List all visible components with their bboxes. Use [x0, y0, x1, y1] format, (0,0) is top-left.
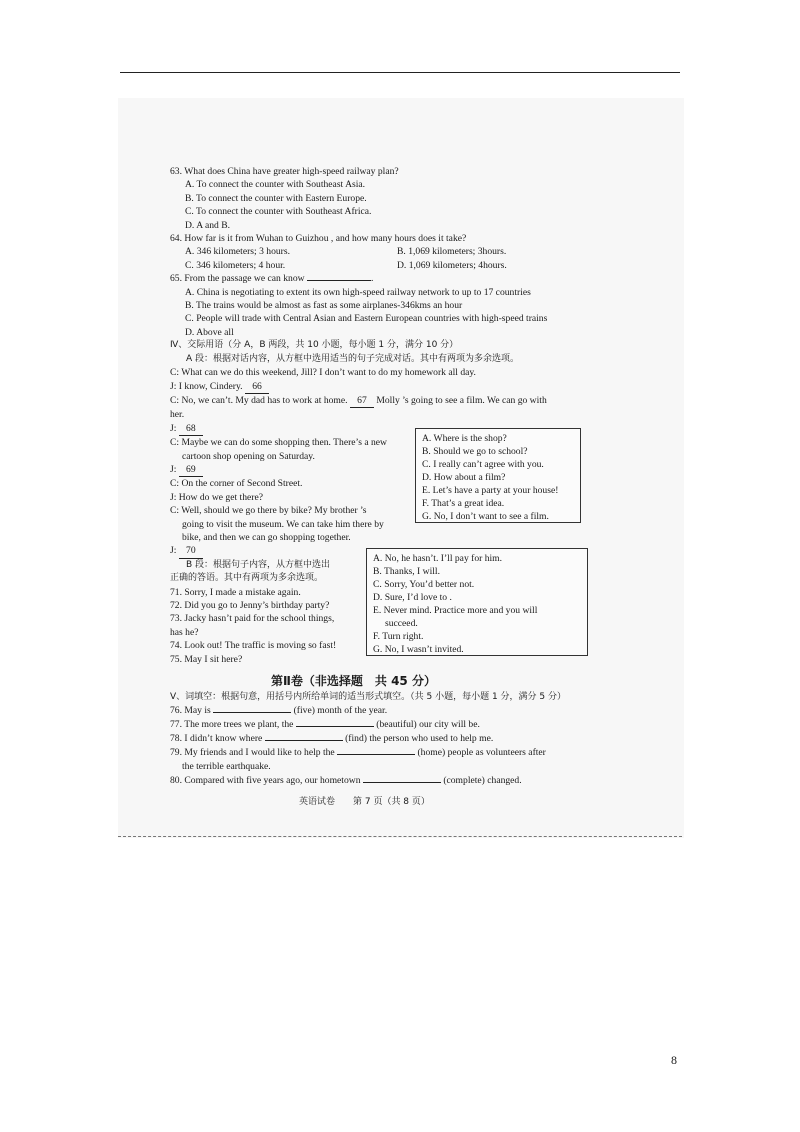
q73-cont: has he?	[170, 626, 199, 638]
box-a-option-c: C. I really can’t agree with you.	[422, 459, 544, 470]
q63-stem: 63. What does China have greater high-speed railway plan?	[170, 166, 399, 177]
q64-option-a: A. 346 kilometers; 3 hours.	[185, 246, 290, 258]
q63-option-d: D. A and B.	[185, 219, 231, 231]
blank-66: 66	[245, 380, 269, 394]
box-b-option-g: G. No, I wasn’t invited.	[373, 644, 464, 655]
page-number: 8	[671, 1053, 677, 1067]
dialog-speaker-text: J:	[170, 545, 177, 557]
q65-option-d: D. Above all	[185, 326, 234, 338]
dialog-line-5: C: Maybe we can do some shopping then. There’s a new	[170, 437, 387, 449]
q64-option-b: B. 1,069 kilometers; 3hours.	[397, 246, 507, 258]
q79-cont: the terrible earthquake.	[182, 761, 271, 772]
q76-hint: (five) month of the year.	[293, 705, 388, 716]
q79-blank	[337, 754, 415, 755]
dialog-speaker-text: J: I know, Cindery.	[170, 380, 243, 392]
q65-option-c: C. People will trade with Central Asian and Eastern European countries with high-speed trains	[185, 313, 548, 325]
box-b-option-e-cont: succeed.	[385, 618, 418, 629]
q63-option-c: C. To connect the counter with Southeast Africa.	[185, 206, 372, 218]
box-b-option-b: B. Thanks, I will.	[373, 566, 440, 577]
box-a-option-g: G. No, I don’t want to see a film.	[422, 511, 549, 522]
q64-row1	[170, 245, 590, 258]
q77-hint: (beautiful) our city will be.	[376, 719, 480, 730]
q79	[170, 746, 600, 760]
box-b-option-a: A. No, he hasn’t. I’ll pay for him.	[373, 553, 503, 564]
blank-67: 67	[350, 394, 374, 408]
box-b-option-e: E. Never mind. Practice more and you will	[373, 605, 538, 616]
section-4b-instructions-1: B 段：根据句子内容，从方框中选出	[186, 559, 331, 570]
q76-blank	[213, 712, 291, 713]
q64-stem: 64. How far is it from Wuhan to Guizhou , and how many hours does it take?	[170, 233, 467, 245]
dialog-speaker-text: J:	[170, 463, 177, 475]
dialog-line-1: C: What can we do this weekend, Jill? I don’t want to do my homework all day.	[170, 367, 476, 379]
q79-text: 79. My friends and I would like to help the	[170, 747, 335, 758]
section-4a-instructions: A 段：根据对话内容，从方框中选用适当的句子完成对话。其中有两项为多余选项。	[186, 353, 520, 364]
q63-option-a: A. To connect the counter with Southeast Asia.	[185, 179, 366, 191]
q74: 74. Look out! The traffic is moving so fast!	[170, 640, 337, 652]
section-4b-instructions-2: 正确的答语。其中有两项为多余选项。	[170, 573, 324, 584]
dialog-text: Molly ’s going to see a film. We can go with	[376, 394, 547, 406]
part-2-title: 第Ⅱ卷（非选择题 共 45 分）	[271, 674, 436, 688]
box-b-option-d: D. Sure, I’d love to .	[373, 592, 452, 603]
q71: 71. Sorry, I made a mistake again.	[170, 586, 301, 598]
blank-68: 68	[179, 422, 203, 436]
top-rule	[120, 72, 680, 73]
box-a-option-d: D. How about a film?	[422, 472, 506, 483]
dialog-line-8: J: How do we get there?	[170, 491, 263, 503]
q72: 72. Did you go to Jenny’s birthday party?	[170, 600, 330, 611]
box-a-option-f: F. That’s a great idea.	[422, 498, 505, 509]
q78-hint: (find) the person who used to help me.	[345, 733, 494, 744]
q65-stem	[170, 272, 590, 285]
dialog-line-3	[170, 394, 590, 408]
dialog-line-9-cont-1: going to visit the museum. We can take him there by	[182, 518, 384, 530]
box-b-option-c: C. Sorry, You’d better not.	[373, 579, 475, 590]
q80-text: 80. Compared with five years ago, our hometown	[170, 775, 361, 786]
q78-text: 78. I didn’t know where	[170, 733, 263, 744]
q77-text: 77. The more trees we plant, the	[170, 719, 294, 730]
q65-blank	[307, 280, 371, 281]
box-a-option-b: B. Should we go to school?	[422, 446, 528, 457]
dialog-speaker-text: J:	[170, 422, 177, 434]
dialog-line-9: C: Well, should we go there by bike? My brother ’s	[170, 505, 367, 517]
box-b-option-f: F. Turn right.	[373, 631, 424, 642]
section-4-title: Ⅳ、交际用语（分 A，B 两段，共 10 小题，每小题 1 分，满分 10 分）	[170, 340, 459, 351]
q64-option-d: D. 1,069 kilometers; 4hours.	[397, 259, 507, 271]
q64-option-c: C. 346 kilometers; 4 hour.	[185, 259, 286, 271]
q75: 75. May I sit here?	[170, 653, 243, 665]
options-box-b	[366, 548, 588, 656]
box-a-option-a: A. Where is the shop?	[422, 433, 507, 444]
q77-blank	[296, 726, 374, 727]
q65-option-b: B. The trains would be almost as fast as some airplanes-346kms an hour	[185, 300, 463, 312]
q80-hint: (complete) changed.	[443, 775, 522, 786]
dialog-line-5-cont: cartoon shop opening on Saturday.	[182, 450, 315, 462]
q63-option-b: B. To connect the counter with Eastern Europe.	[185, 192, 367, 204]
q79-hint: (home) people as volunteers after	[417, 747, 546, 758]
q76	[170, 704, 600, 718]
q76-text: 76. May is	[170, 705, 211, 716]
dialog-line-9-cont-2: bike, and then we can go shopping together.	[182, 531, 351, 543]
q73: 73. Jacky hasn’t paid for the school things,	[170, 613, 335, 625]
exam-footer: 英语试卷 第 7 页（共 8 页）	[299, 797, 430, 807]
options-box-a	[415, 428, 581, 523]
section-5	[170, 690, 600, 788]
dialog-line-7: C: On the corner of Second Street.	[170, 478, 303, 490]
q78-blank	[265, 740, 343, 741]
q80-blank	[363, 782, 441, 783]
q77	[170, 718, 600, 732]
q65-option-a: A. China is negotiating to extent its own high-speed railway network to up to 17 countries	[185, 286, 531, 298]
dialog-text: C: No, we can’t. My dad has to work at home.	[170, 394, 348, 406]
section-5-title: Ⅴ、词填空：根据句意，用括号内所给单词的适当形式填空。（共 5 小题，每小题 1 分，满分 5 分）	[170, 692, 567, 702]
blank-69: 69	[179, 463, 203, 477]
q78	[170, 732, 600, 746]
q65-stem-end: .	[370, 273, 374, 285]
dialog-line-3-cont: her.	[170, 409, 185, 421]
q65-stem-text: 65. From the passage we can know	[170, 273, 305, 285]
box-a-option-e: E. Let’s have a party at your house!	[422, 485, 559, 496]
dialog-line-2	[170, 380, 590, 394]
scan-edge	[118, 836, 682, 837]
q80	[170, 774, 600, 788]
blank-70: 70	[179, 544, 203, 558]
q64-row2	[170, 259, 590, 272]
